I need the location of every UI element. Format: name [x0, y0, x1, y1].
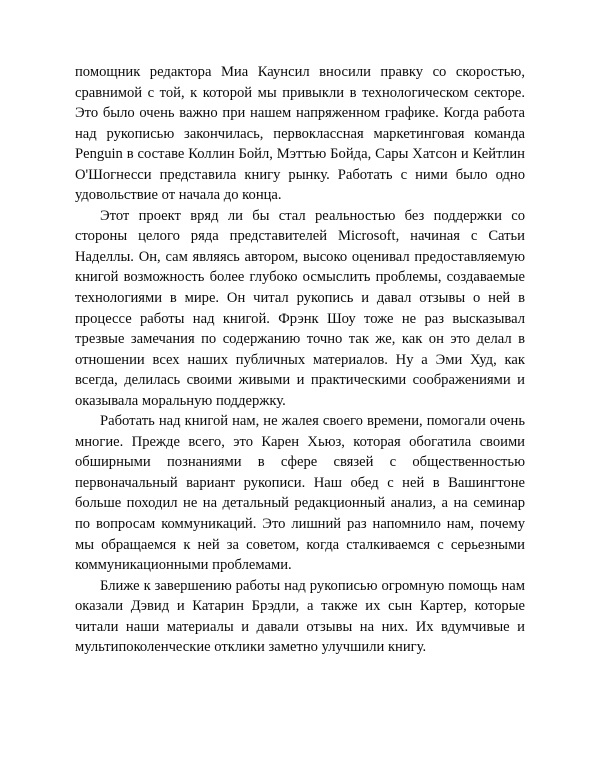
paragraph: Ближе к завершению работы над рукописью огромную помощь нам оказали Дэвид и Катарин Брэдли, а также их сын Картер, которые читали наши материалы и давали отзывы на них. Их вдумчивые и мультипоколенческие отклики заметно улучшили книгу. [75, 577, 525, 656]
paragraph: Этот проект вряд ли бы стал реальностью без поддержки со стороны целого ряда представителей Microsoft, начиная с Сатьи Наделлы. Он, сам являясь автором, высоко оценивал предоставляемую книгой возможность более глубоко осмыслить проблемы, создаваемые технологиями в мире. Он читал рукопись и давал отзывы о ней в процессе работы над книгой. Фрэнк Шоу тоже не раз высказывал трезвые замечания по содержанию точно так же, как он это делал в отношении всех наших публичных материалов. Ну а Эми Худ, как всегда, делилась своими живыми и практическими соображениями и оказывала моральную поддержку. [75, 207, 525, 409]
paragraph: Работать над книгой нам, не жалея своего времени, помогали очень многие. Прежде всего, это Карен Хьюз, которая обогатила своими обширными познаниями в сфере связей с общественностью первоначальный вариант рукописи. Наш обед с ней в Вашингтоне больше походил не на детальный редакционный анализ, а на семинар по вопросам коммуникаций. Это лишний раз напомнило нам, почему мы обращаемся к ней за советом, когда сталкиваемся с серьезными коммуникационными проблемами. [75, 413, 525, 574]
body-text [75, 62, 525, 658]
paragraph: помощник редактора Миа Каунсил вносили правку со скоростью, сравнимой с той, к которой мы привыкли в технологическом секторе. Это было очень важно при нашем напряженном графике. Когда работа над рукописью закончилась, первоклассная маркетинговая команда Penguin в составе Коллин Бойл, Мэттью Бойда, Сары Хатсон и Кейтлин О'Шогнесси представила книгу рынку. Работать с ними было одно удовольствие от начала до конца. [75, 64, 525, 204]
